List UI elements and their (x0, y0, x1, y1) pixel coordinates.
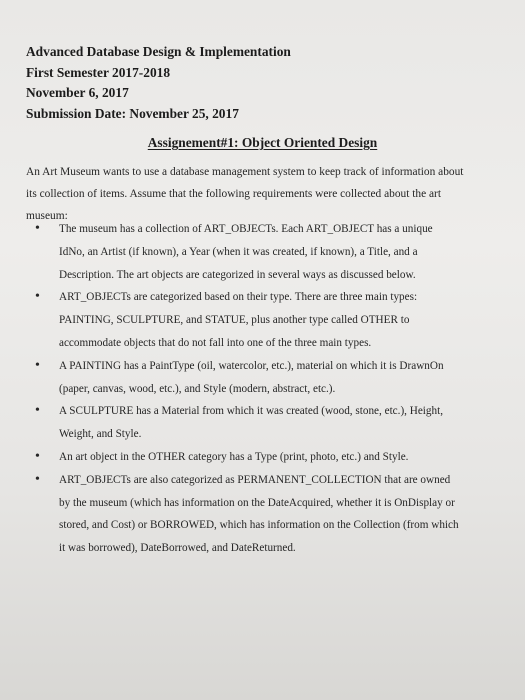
submission-date-line: Submission Date: November 25, 2017 (26, 105, 239, 121)
requirement-line: stored, and Cost) or BORROWED, which has information on the Collection (from which (59, 519, 459, 532)
requirement-line: Description. The art objects are categorized in several ways as discussed below. (59, 268, 416, 281)
requirement-item (35, 218, 505, 286)
intro-line: An Art Museum wants to use a database management system to keep track of information about (26, 166, 464, 178)
intro-line: its collection of items. Assume that the following requirements were collected about the art (26, 188, 442, 200)
requirement-line: ART_OBJECTs are also categorized as PERMANENT_COLLECTION that are owned (59, 473, 451, 486)
document-header (26, 42, 291, 124)
requirement-item (35, 446, 505, 469)
requirement-line: An art object in the OTHER category has a Type (print, photo, etc.) and Style. (59, 450, 409, 463)
requirement-line: A SCULPTURE has a Material from which it was created (wood, stone, etc.), Height, (59, 405, 444, 418)
requirement-item (35, 286, 505, 354)
requirement-line: ART_OBJECTs are categorized based on their type. There are three main types: (59, 291, 418, 304)
requirement-item (35, 469, 505, 560)
requirements-list (35, 218, 505, 560)
bullet-icon: • (35, 448, 40, 464)
course-title: Advanced Database Design & Implementation (26, 44, 291, 59)
semester-line: First Semester 2017-2018 (26, 64, 171, 80)
requirement-item (35, 400, 505, 446)
requirement-line: A PAINTING has a PaintType (oil, watercolor, etc.), material on which it is DrawnOn (59, 359, 444, 372)
requirement-line: PAINTING, SCULPTURE, and STATUE, plus another type called OTHER to (59, 314, 410, 327)
requirement-item (35, 355, 505, 401)
date-line: November 6, 2017 (26, 85, 129, 100)
requirement-line: Weight, and Style. (59, 428, 142, 441)
requirement-line: it was borrowed), DateBorrowed, and DateReturned. (59, 542, 296, 555)
bullet-icon: • (35, 357, 40, 373)
bullet-icon: • (35, 221, 40, 236)
intro-line: museum: (26, 210, 68, 222)
requirement-line: IdNo, an Artist (if known), a Year (when it was created, if known), a Title, and a (59, 245, 418, 258)
requirement-line: The museum has a collection of ART_OBJECTs. Each ART_OBJECT has a unique (59, 223, 433, 235)
bullet-icon: • (35, 403, 40, 419)
assignment-title: Assignement#1: Object Oriented Design (147, 135, 378, 150)
bullet-icon: • (35, 471, 40, 487)
requirement-line: by the museum (which has information on the DateAcquired, whether it is OnDisplay or (59, 496, 455, 509)
requirement-line: accommodate objects that do not fall into one of the three main types. (59, 336, 372, 349)
requirement-line: (paper, canvas, wood, etc.), and Style (modern, abstract, etc.). (59, 382, 336, 395)
bullet-icon: • (35, 289, 40, 305)
